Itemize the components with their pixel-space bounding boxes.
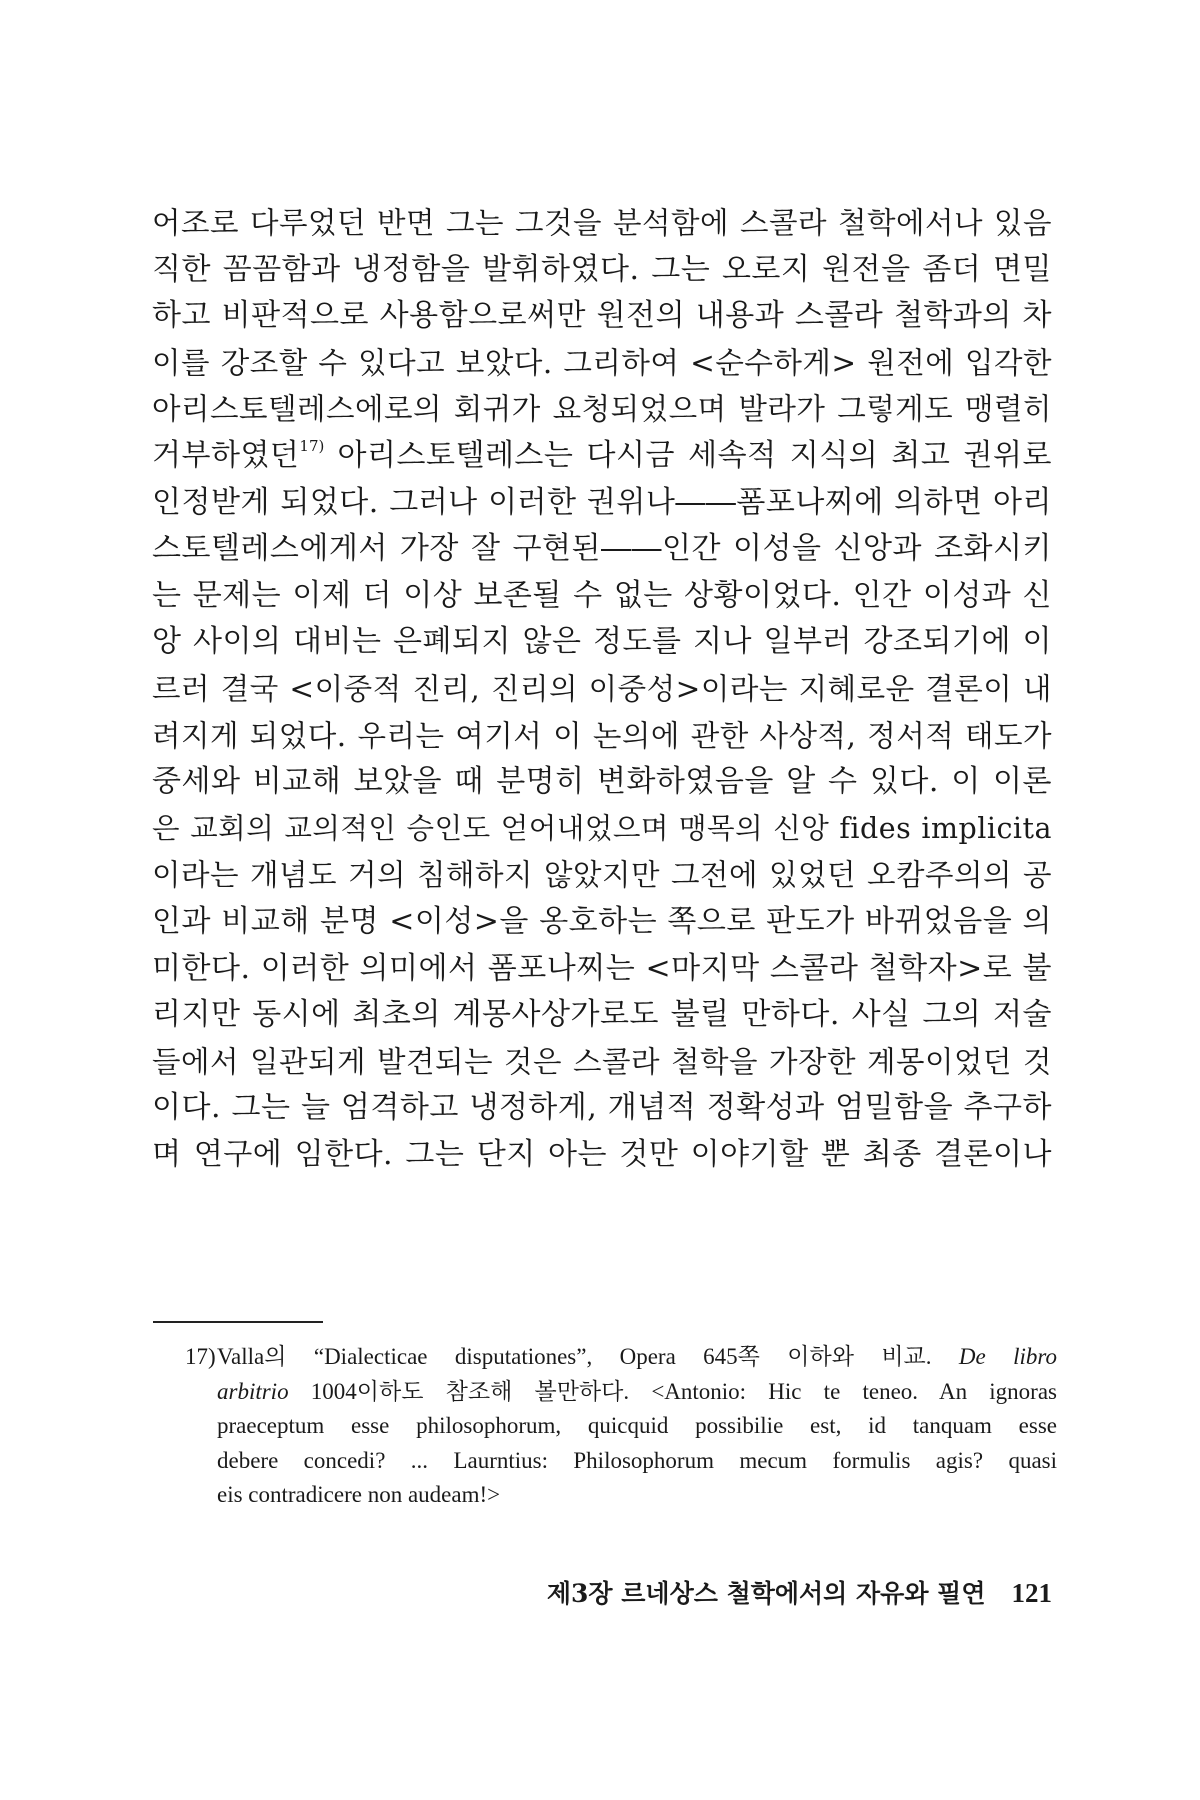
body-line-8: 스토텔레스에게서 가장 잘 구현된――인간 이성을 신앙과 조화시키 xyxy=(152,531,1052,567)
footnote-line-1 xyxy=(217,1340,1057,1375)
body-line-1: 어조로 다루었던 반면 그는 그것을 분석함에 스콜라 철학에서나 있음 xyxy=(152,206,1052,240)
footnote-separator xyxy=(153,1321,323,1323)
footnote-number: 17) xyxy=(185,1344,216,1369)
footnote-line-2 xyxy=(217,1375,1057,1410)
footnote-reference-17[interactable]: 17) xyxy=(299,436,325,455)
body-line-11: 르러 결국 <이중적 진리, 진리의 이중성>이라는 지혜로운 결론이 내 xyxy=(152,671,1052,706)
body-line-6-start: 거부하였던 xyxy=(152,437,300,473)
body-line-12: 려지게 되었다. 우리는 여기서 이 논의에 관한 사상적, 정서적 태도가 xyxy=(152,718,1052,753)
page-number: 121 xyxy=(1011,1578,1052,1608)
body-line-5: 아리스토텔레스에로의 회귀가 요청되었으며 발라가 그렇게도 맹렬히 xyxy=(152,392,1052,427)
body-line-17: 미한다. 이러한 의미에서 폼포나찌는 <마지막 스콜라 철학자>로 불 xyxy=(152,950,1052,986)
body-line-18: 리지만 동시에 최초의 계몽사상가로도 불릴 만하다. 사실 그의 저술 xyxy=(152,997,1052,1033)
body-line-2: 직한 꼼꼼함과 냉정함을 발휘하였다. 그는 오로지 원전을 좀더 면밀 xyxy=(152,251,1052,287)
footnote-line-1-italic: De libro xyxy=(958,1344,1058,1369)
footnote-line-5: eis contradicere non audeam!> xyxy=(217,1482,501,1507)
body-line-10: 앙 사이의 대비는 은폐되지 않은 정도를 지나 일부러 강조되기에 이 xyxy=(152,624,1052,660)
body-line-19: 들에서 일관되게 발견되는 것은 스콜라 철학을 가장한 계몽이었던 것 xyxy=(152,1044,1052,1079)
body-line-7: 인정받게 되었다. 그러나 이러한 권위나――폼포나찌에 의하면 아리 xyxy=(152,484,1052,520)
body-line-6-end: 아리스토텔레스는 다시금 세속적 지식의 최고 권위로 xyxy=(324,437,1052,473)
body-line-20: 이다. 그는 늘 엄격하고 냉정하게, 개념적 정확성과 엄밀함을 추구하 xyxy=(152,1090,1052,1126)
footnote-line-2-italic: arbitrio xyxy=(217,1378,289,1404)
main-body-text xyxy=(152,200,1052,1178)
footnote-line-4: debere concedi? ... Laurntius: Philosophorum mecum formulis agis? quasi xyxy=(217,1447,1057,1473)
footnote-line-1-text: Valla의 “Dialecticae disputationes”, Opera 645쪽 이하와 비교. xyxy=(217,1344,932,1369)
footnote-line-3: praeceptum esse philosophorum, quicquid possibilie est, id tanquam esse xyxy=(217,1413,1057,1438)
body-line-9: 는 문제는 이제 더 이상 보존될 수 없는 상황이었다. 인간 이성과 신 xyxy=(152,577,1052,613)
body-line-3: 하고 비판적으로 사용함으로써만 원전의 내용과 스콜라 철학과의 차 xyxy=(152,298,1052,334)
body-line-13: 중세와 비교해 보았을 때 분명히 변화하였음을 알 수 있다. 이 이론 xyxy=(152,764,1052,800)
footnote-line-2-text: 1004이하도 참조해 볼만하다. <Antonio: Hic te teneo. An ignoras xyxy=(288,1378,1057,1404)
footnote-17 xyxy=(185,1340,1057,1513)
body-line-4: 이를 강조할 수 있다고 보았다. 그리하여 <순수하게> 원전에 입각한 xyxy=(152,345,1052,380)
body-line-21: 며 연구에 임한다. 그는 단지 아는 것만 이야기할 뿐 최종 결론이나 xyxy=(152,1136,1052,1172)
running-footer xyxy=(500,1574,1052,1610)
body-line-6 xyxy=(152,433,1052,480)
body-line-16: 인과 비교해 분명 <이성>을 옹호하는 쪽으로 판도가 바뀌었음을 의 xyxy=(152,903,1052,939)
body-line-14: 은 교회의 교의적인 승인도 얻어내었으며 맹목의 신앙 fides implicita xyxy=(152,811,1052,845)
body-line-15: 이라는 개념도 거의 침해하지 않았지만 그전에 있었던 오캄주의의 공 xyxy=(152,858,1052,893)
chapter-title: 제3장 르네상스 철학에서의 자유와 필연 xyxy=(546,1579,986,1608)
footnotes-section xyxy=(185,1340,1057,1513)
